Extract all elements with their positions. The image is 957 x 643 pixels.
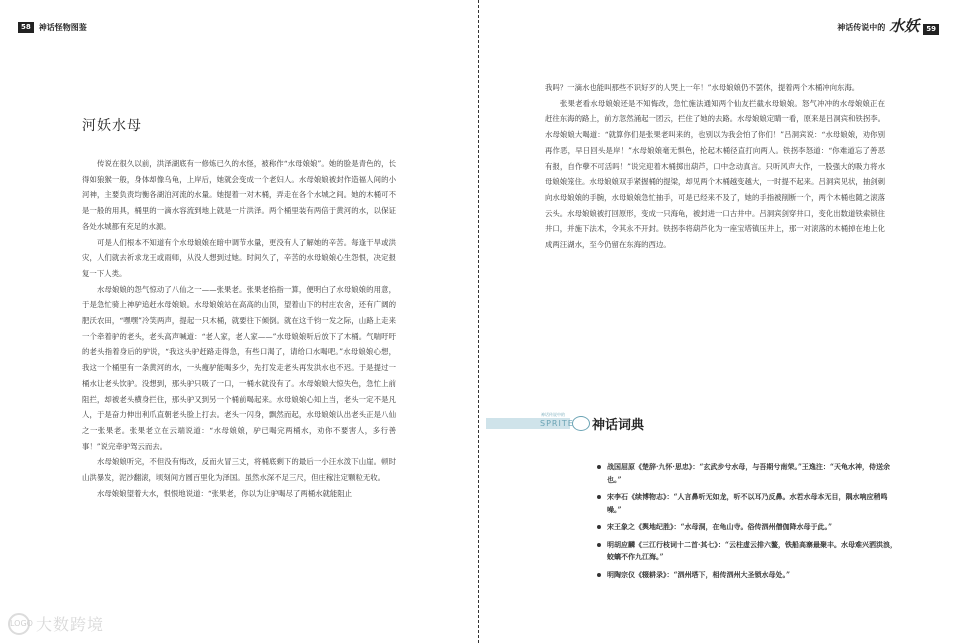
glossary-item: 宋李石《续博物志》：“人言鼻听无如龙，听不以耳乃反鼻。水若水母本无目，隅水响应稍鸣噪。” xyxy=(597,491,901,516)
bullet-icon xyxy=(597,573,601,577)
glossary-item: 明陶宗仪《辍耕录》：“泗州塔下，相传泗州大圣锁水母处。” xyxy=(597,569,901,582)
bullet-icon xyxy=(597,495,601,499)
left-body-text xyxy=(82,156,396,501)
right-page-number: 59 xyxy=(923,24,939,35)
bullet-icon xyxy=(597,543,601,547)
glossary-item: 明胡应麟《三江行枝词十二首·其七》：“云柱虚云排六鳌，铁船高寨最聚丰。水母难兴洒洪浪，蛟螭不作九江海。” xyxy=(597,539,901,564)
paragraph: 我吗？一滴水也能叫那些不识好歹的人哭上一年！”水母娘娘仍不罢休，提着两个木桶冲向东海。 xyxy=(545,83,860,92)
watermark-text: 大数跨境 xyxy=(36,615,105,634)
paragraph: 张果老看水母娘娘还是不知悔改，急忙施法通知两个仙友拦截水母娘娘。怒气冲冲的水母娘娘正在赶往东海的路上，前方忽然涌起一团云，拦住了她的去路。水母娘娘定睛一看，原来是吕洞宾和铁拐李。水母娘娘大喝道：“就算你们是张果老叫来的，也别以为我会怕了你们！”吕洞宾说：“水母娘娘，劝你别再作恶，早日回头是岸！”水母娘娘毫无惧色，抡起木桶径直打向两人。铁拐李怒道：“你难道忘了善恶有报，自作孽不可活吗！”说完迎着木桶掷出葫芦，口中念动真言。只听风声大作，一股强大的吸力将水母娘娘笼住。水母娘娘双手紧握桶的提梁，却见两个木桶越变越大，一时提不起来。吕洞宾见状，抽剑刺向水母娘娘的手腕，水母娘娘急忙抽手，可是已经来不及了，她的手指被削断一个，两个木桶也随之滚落云头。水母娘娘被打回原形，变成一只海龟，被封进一口古井中。吕洞宾剑穿井口，变化出数道铁索锁住井口，并施下法术，令其永不开封。铁拐李将葫芦化为一座宝塔镇压井上，那一对滚落的木桶掉在地上化成两汪湖水，至今仍留在东海的西边。 xyxy=(545,98,885,250)
right-page-header xyxy=(837,17,939,35)
right-body-text xyxy=(545,80,885,253)
glossary-item: 宋王象之《舆地纪胜》：“水母洞，在龟山寺。俗传泗州僧伽降水母于此。” xyxy=(597,521,901,534)
paragraph: 水母娘娘的怨气惊动了八仙之一——张果老。张果老掐指一算，便明白了水母娘娘的用意，于是急忙骑上神驴追赶水母娘娘。水母娘娘站在高高的山顶，望着山下的村庄农舍，还有广阔的肥沃农田，“嘿嘿”冷笑两声，提起一只木桶，就要往下倾倒。就在这千钧一发之际，山路上走来一个牵着驴的老头，老头高声喊道：“老人家，老人家——”水母娘娘听后放下了木桶。气喘吁吁的老头指着身后的驴说，“我这头驴赶路走得急，有些口渴了，请给口水喝吧。”水母娘娘心想，我这一个桶里有一条黄河的水，一头瘦驴能喝多少，先打发走老头再发洪水也不迟。于是提过一桶水让老头饮驴。没想到，那头驴只吸了一口，一桶水就没有了。水母娘娘大惊失色，急忙上前阻拦，却被老头横身拦住，那头驴又到另一个桶前喝起来。水母娘娘心知上当，老头一定不是凡人，于是奋力伸出利爪直朝老头脸上打去。老头一闪身，飘然而起，水母娘娘认出老头正是八仙之一张果老。张果老立在云端说道：“水母娘娘，驴已喝完两桶水，劝你不要害人，多行善事！”说完牵驴驾云而去。 xyxy=(82,284,396,451)
glossary-item: 战国屈原《楚辞·九怀·思忠》：“玄武步兮水母，与吾期兮南荣。”王逸注：“天龟水神，侍送余也。” xyxy=(597,461,901,486)
glossary-section-header xyxy=(486,412,686,434)
paragraph: 水母娘娘望着大水，恨恨地说道：“张果老，你以为让驴喝尽了两桶水就能阻止 xyxy=(97,488,353,498)
left-page-number: 58 xyxy=(18,22,34,33)
bullet-icon xyxy=(597,465,601,469)
glossary-banner xyxy=(486,412,574,429)
glossary-list xyxy=(597,461,901,586)
left-book-title: 神话怪物图鉴 xyxy=(38,23,87,32)
glossary-english-label: SPRITE xyxy=(540,419,574,428)
right-page xyxy=(486,0,957,643)
left-page xyxy=(0,0,472,643)
glossary-title: 神话词典 xyxy=(592,418,645,433)
watermark xyxy=(8,612,104,635)
right-brand-logo: 水妖 xyxy=(889,17,920,35)
paragraph: 水母娘娘听完，不但没有悔改，反而火冒三丈，将桶底剩下的最后一小汪水泼下山崖。顿时山洪暴发，泥沙翻滚，顷刻间方圆百里化为泽国。虽然水深不足三尺，但庄稼注定颗粒无收。 xyxy=(82,457,396,483)
glossary-small-label: 神话传说中的 xyxy=(541,412,565,417)
right-running-title: 神话传说中的 xyxy=(837,23,886,32)
chapter-title: 河妖水母 xyxy=(82,118,142,134)
bullet-icon xyxy=(597,525,601,529)
swirl-icon xyxy=(572,416,590,431)
left-page-header xyxy=(18,22,87,33)
page-fold-line xyxy=(478,0,479,643)
watermark-logo-icon: LOGO xyxy=(8,613,30,635)
paragraph: 可是人们根本不知道有个水母娘娘在暗中调节水量，更没有人了解她的辛苦。每逢干旱或洪灾，人们就去祈求龙王或雨师，从没人想到过她。时间久了，辛苦的水母娘娘心生怨恨，决定报复一下人类。 xyxy=(82,237,396,278)
paragraph: 传说在很久以前，洪泽湖底有一修炼已久的水怪，被称作“水母娘娘”。她的脸是青色的，长得如狼猴一般，身体却像乌龟，上岸后，她就会变成一个老妇人。水母娘娘被封作造福人间的小河神，主要负责均衡各湖泊河流的水量。她提着一对木桶，弄走在各个水城之间。她的木桶可不是一般的用具，桶里的一滴水容流到地上就是一片洪泽。两个桶里装有两倍于黄河的水，以保证各处水城都有充足的水源。 xyxy=(82,159,396,231)
